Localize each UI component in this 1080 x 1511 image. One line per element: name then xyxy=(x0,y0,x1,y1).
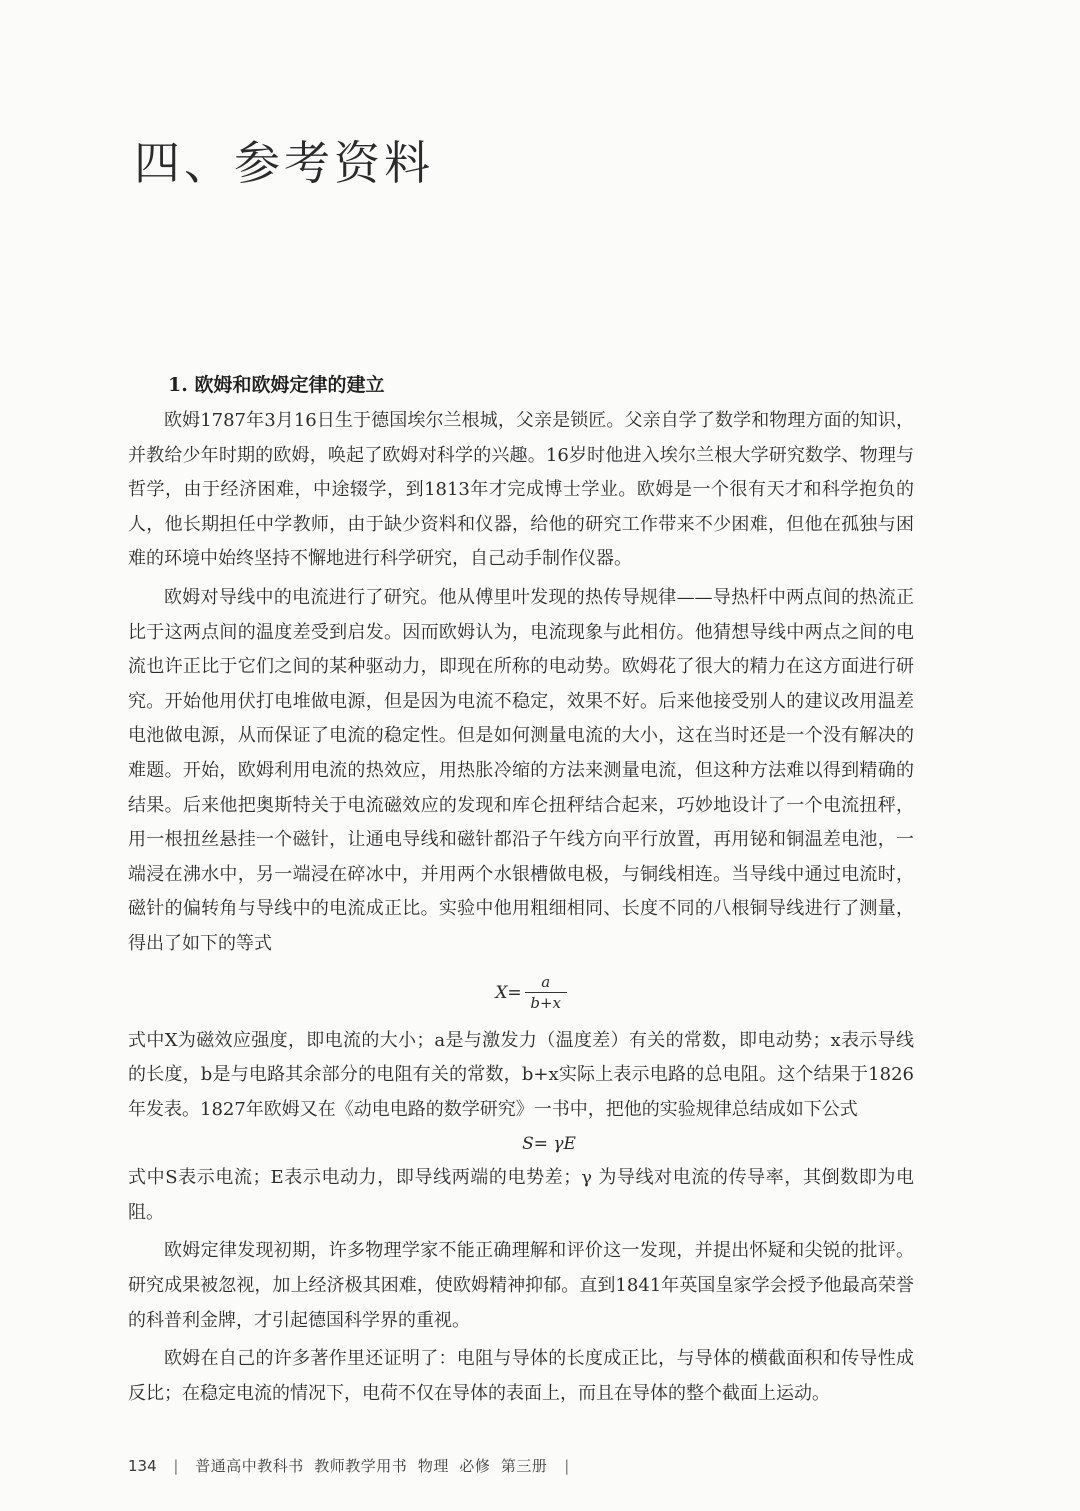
section-heading: 1. 欧姆和欧姆定律的建立 xyxy=(168,374,385,396)
fraction-denominator: b+x xyxy=(530,994,561,1012)
paragraph-5: 欧姆定律发现初期，许多物理学家不能正确理解和评价这一发现，并提出怀疑和尖锐的批评。研究成果被忽视，加上经济极其困难，使欧姆精神抑郁。直到1841年英国皇家学会授予他最高荣誉的科普利金牌，才引起德国科学界的重视。 xyxy=(128,1240,914,1331)
fraction xyxy=(525,972,567,1013)
footer-separator-end: | xyxy=(564,1457,570,1475)
formula-ohm-fraction xyxy=(148,962,914,1024)
footer-separator: | xyxy=(173,1457,179,1475)
paragraph-2: 欧姆对导线中的电流进行了研究。他从傅里叶发现的热传导规律——导热杆中两点间的热流正比于这两点间的温度差受到启发。因而欧姆认为，电流现象与此相仿。他猜想导线中两点之间的电流也许正比于它们之间的某种驱动力，即现在所称的电动势。欧姆花了很大的精力在这方面进行研究。开始他用伏打电堆做电源，但是因为电流不稳定，效果不好。后来他接受别人的建议改用温差电池做电源，从而保证了电流的稳定性。但是如何测量电流的大小，这在当时还是一个没有解决的难题。开始，欧姆利用电流的热效应，用热胀冷缩的方法来测量电流，但这种方法难以得到精确的结果。后来他把奥斯特关于电流磁效应的发现和库仑扭秤结合起来，巧妙地设计了一个电流扭秤，用一根扭丝悬挂一个磁针，让通电导线和磁针都沿子午线方向平行放置，再用铋和铜温差电池，一端浸在沸水中，另一端浸在碎冰中，并用两个水银槽做电极，与铜线相连。当导线中通过电流时，磁针的偏转角与导线中的电流成正比。实验中他用粗细相同、长度不同的八根铜导线进行了测量，得出了如下的等式 xyxy=(128,586,914,954)
fraction-numerator: a xyxy=(541,973,551,991)
page-number: 134 xyxy=(128,1457,157,1475)
article-body xyxy=(128,368,914,1411)
paragraph-4: 式中S表示电流；E表示电动力，即导线两端的电势差；γ 为导线对电流的传导率，其倒数即为电阻。 xyxy=(128,1167,914,1223)
paragraph-3: 式中X为磁效应强度，即电流的大小；a是与激发力（温度差）有关的常数，即电动势；x表示导线的长度，b是与电路其余部分的电阻有关的常数，b+x实际上表示电路的总电阻。这个结果于1826年发表。1827年欧姆又在《动电电路的数学研究》一书中，把他的实验规律总结成如下公式 xyxy=(128,1029,914,1120)
page-footer xyxy=(128,1459,581,1474)
book-title: 普通高中教科书 教师教学用书 物理 必修 第三册 xyxy=(195,1457,548,1475)
chapter-title: 四、参考资料 xyxy=(134,136,434,190)
formula-lhs: X= xyxy=(495,982,522,1003)
paragraph-6: 欧姆在自己的许多著作里还证明了：电阻与导体的长度成正比，与导体的横截面积和传导性成反比；在稳定电流的情况下，电荷不仅在导体的表面上，而且在导体的整个截面上运动。 xyxy=(128,1348,914,1404)
paragraph-1: 欧姆1787年3月16日生于德国埃尔兰根城，父亲是锁匠。父亲自学了数学和物理方面的知识，并教给少年时期的欧姆，唤起了欧姆对科学的兴趣。16岁时他进入埃尔兰根大学研究数学、物理与哲学，由于经济困难，中途辍学，到1813年才完成博士学业。欧姆是一个很有天才和科学抱负的人，他长期担任中学教师，由于缺少资料和仪器，给他的研究工作带来不少困难，但他在孤独与困难的环境中始终坚持不懈地进行科学研究，自己动手制作仪器。 xyxy=(128,410,914,570)
formula-ohm-law: S= γE xyxy=(522,1134,576,1155)
